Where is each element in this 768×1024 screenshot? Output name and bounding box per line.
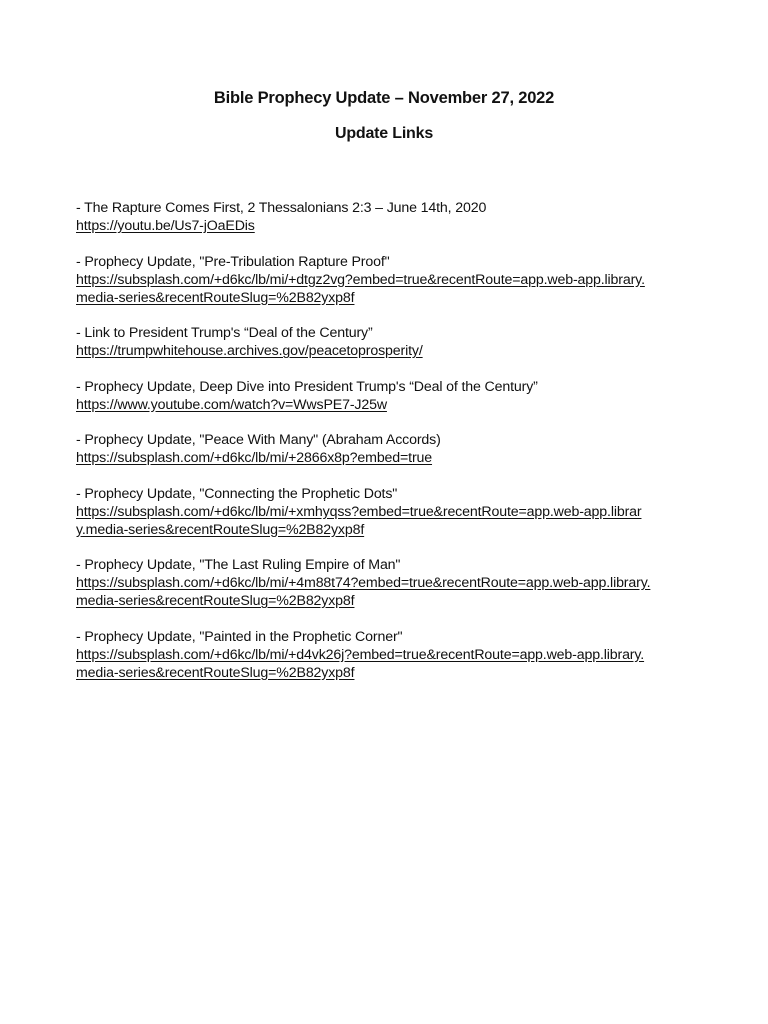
list-item bbox=[76, 199, 716, 235]
entry-link[interactable]: https://subsplash.com/+d6kc/lb/mi/+xmhyqss?embed=true&recentRoute=app.web-app.library.media-series&recentRouteSlug=%2B82yxp8f bbox=[76, 503, 642, 538]
list-item bbox=[76, 378, 716, 414]
entry-title: - Prophecy Update, "Pre-Tribulation Rapture Proof" bbox=[76, 253, 390, 270]
entry-title: - Prophecy Update, "The Last Ruling Empire of Man" bbox=[76, 557, 401, 573]
entry-title: - The Rapture Comes First, 2 Thessalonians 2:3 – June 14th, 2020 bbox=[76, 200, 487, 216]
entry-title: - Prophecy Update, "Peace With Many" (Abraham Accords) bbox=[76, 432, 441, 448]
entry-link[interactable]: https://subsplash.com/+d6kc/lb/mi/+4m88t74?embed=true&recentRoute=app.web-app.library.media-series&recentRouteSlug=%2B82yxp8f bbox=[76, 575, 651, 609]
entry-link[interactable]: https://subsplash.com/+d6kc/lb/mi/+2866x8p?embed=true bbox=[76, 450, 433, 466]
entry-title: - Prophecy Update, "Connecting the Prophetic Dots" bbox=[76, 485, 398, 502]
list-item bbox=[76, 431, 716, 467]
list-item bbox=[76, 485, 716, 539]
entry-link[interactable]: https://trumpwhitehouse.archives.gov/peacetoprosperity/ bbox=[76, 343, 423, 359]
list-item bbox=[76, 556, 716, 610]
entry-title: - Prophecy Update, Deep Dive into President Trump's “Deal of the Century” bbox=[76, 378, 538, 395]
links-list bbox=[76, 199, 716, 699]
entry-link[interactable]: https://youtu.be/Us7-jOaEDis bbox=[76, 218, 255, 234]
page-subtitle: Update Links bbox=[334, 125, 434, 142]
list-item bbox=[76, 324, 716, 360]
entry-title: - Prophecy Update, "Painted in the Prophetic Corner" bbox=[76, 628, 403, 645]
list-item bbox=[76, 628, 716, 682]
entry-title: - Link to President Trump's “Deal of the Century” bbox=[76, 325, 373, 341]
page-title: Bible Prophecy Update – November 27, 2022 bbox=[213, 89, 555, 107]
entry-link[interactable]: https://subsplash.com/+d6kc/lb/mi/+dtgz2vg?embed=true&recentRoute=app.web-app.library.media-series&recentRouteSlug=%2B82yxp8f bbox=[76, 271, 645, 306]
entry-link[interactable]: https://subsplash.com/+d6kc/lb/mi/+d4vk26j?embed=true&recentRoute=app.web-app.library.media-series&recentRouteSlug=%2B82yxp8f bbox=[76, 646, 645, 681]
entry-link[interactable]: https://www.youtube.com/watch?v=WwsPE7-J25w bbox=[76, 396, 387, 413]
list-item bbox=[76, 253, 716, 307]
